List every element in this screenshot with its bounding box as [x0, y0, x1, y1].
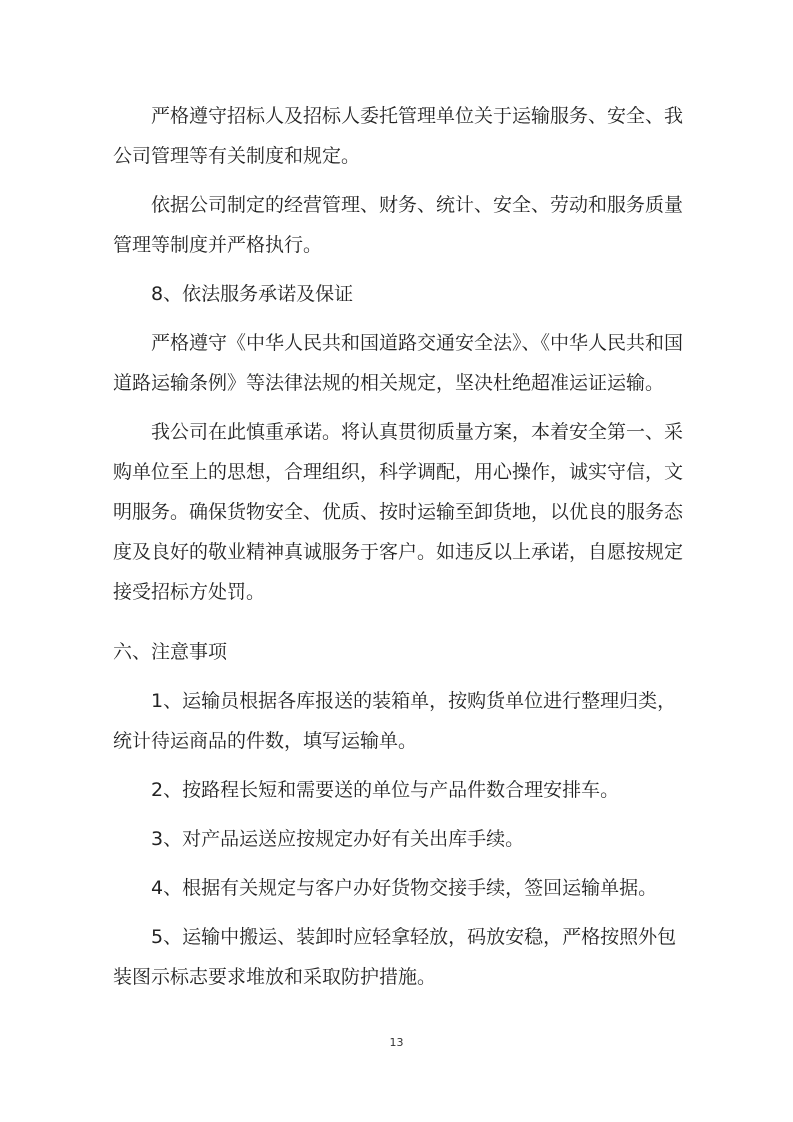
list-item: 3、对产品运送应按规定办好有关出库手续。 — [151, 828, 525, 850]
paragraph-company-rules: 依据公司制定的经营管理、财务、统计、安全、劳动和服务质量管理等制度并严格执行。 — [113, 194, 684, 256]
document-body — [113, 96, 685, 1006]
paragraph-commitment: 我公司在此慎重承诺。将认真贯彻质量方案，本着安全第一、采购单位至上的思想，合理组织，科学调配，用心操作，诚实守信，文明服务。确保货物安全、优质、按时运输至卸货地，以优良的服务态度及良好的敬业精神真诚服务于客户。如违反以上承诺，自愿按规定接受招标方处罚。 — [113, 421, 684, 603]
list-item: 5、运输中搬运、装卸时应轻拿轻放，码放安稳，严格按照外包装图示标志要求堆放和采取防护措施。 — [113, 926, 677, 988]
list-item: 1、运输员根据各库报送的装箱单，按购货单位进行整理归类，统计待运商品的件数，填写运输单。 — [113, 690, 677, 752]
list-item: 4、根据有关规定与客户办好货物交接手续，签回运输单据。 — [151, 877, 658, 899]
section-heading-notes: 六、注意事项 — [113, 641, 228, 663]
paragraph-traffic-law: 严格遵守《中华人民共和国道路交通安全法》、《中华人民共和国道路运输条例》等法律法规的相关规定，坚决杜绝超准运证运输。 — [113, 332, 684, 394]
list-item: 2、按路程长短和需要送的单位与产品件数合理安排车。 — [151, 779, 620, 801]
page-number: 13 — [389, 1036, 404, 1049]
subheading-service-commitment: 8、依法服务承诺及保证 — [151, 283, 354, 305]
paragraph-regulations: 严格遵守招标人及招标人委托管理单位关于运输服务、安全、我公司管理等有关制度和规定。 — [113, 105, 684, 167]
